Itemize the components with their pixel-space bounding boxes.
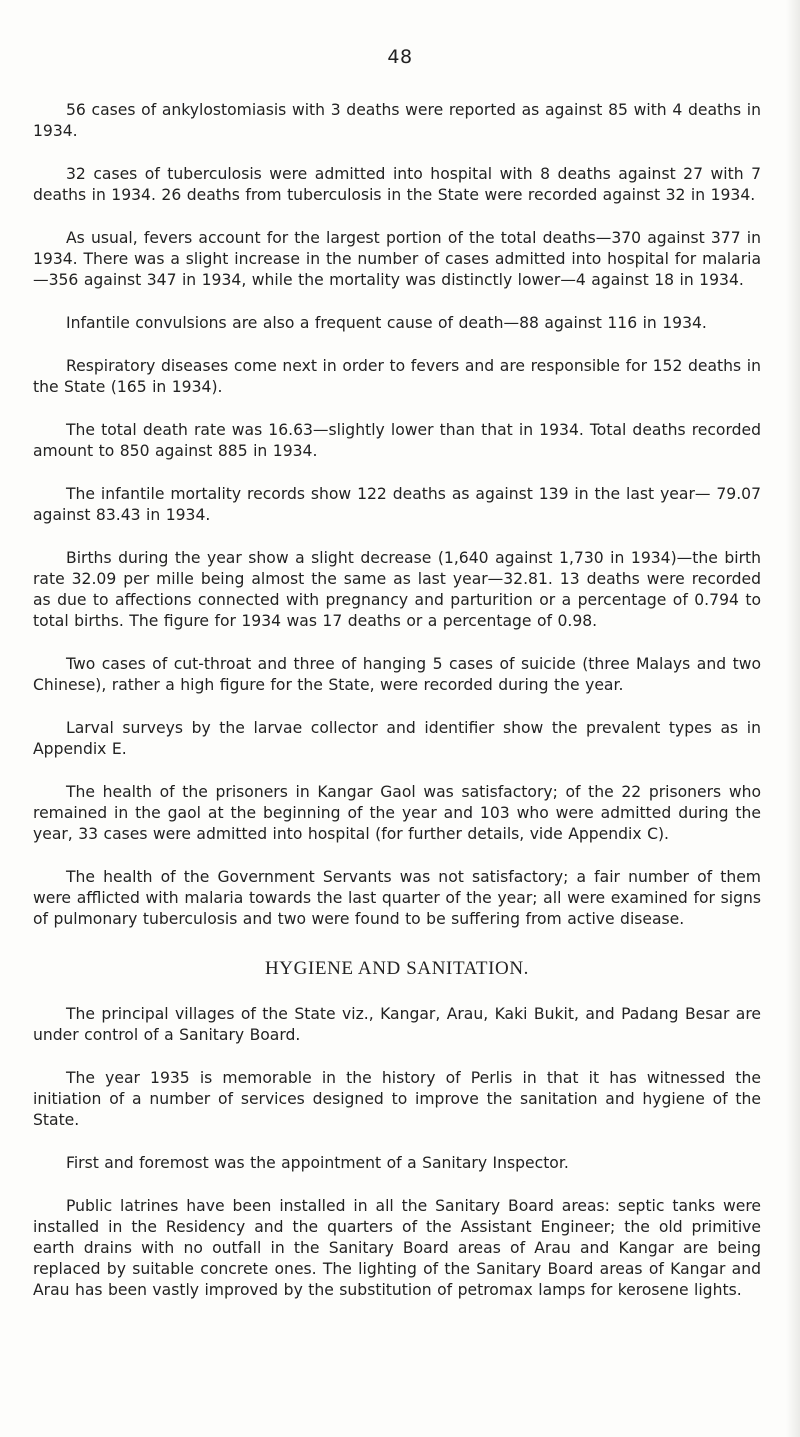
paragraph-respiratory: Respiratory diseases come next in order to fevers and are responsible for 152 deaths in the State (165 in 1934).: [33, 357, 761, 396]
page-edge-shadow: [786, 0, 800, 1437]
paragraph-infantile-convulsions: Infantile convulsions are also a frequent cause of death—88 against 116 in 1934.: [66, 314, 707, 332]
paragraph-infantile-mortality: The infantile mortality records show 122 deaths as against 139 in the last year— 79.07 against 83.43 in 1934.: [33, 485, 761, 524]
paragraph-fevers: As usual, fevers account for the largest portion of the total deaths—370 against 377 in 1934. There was a slight increase in the number of cases admitted into hospital for malaria—356 against 347 in 1934, while the mortality was distinctly lower—4 against 18 in 1934.: [33, 229, 761, 289]
paragraph-sanitary-inspector: First and foremost was the appointment of a Sanitary Inspector.: [66, 1154, 569, 1172]
paragraph-ankylostomiasis: 56 cases of ankylostomiasis with 3 deaths were reported as against 85 with 4 deaths in 1934.: [33, 101, 761, 140]
paragraph-prisoners: The health of the prisoners in Kangar Gaol was satisfactory; of the 22 prisoners who remained in the gaol at the beginning of the year and 103 who were admitted during the year, 33 cases were admitted into hospital (for further details, vide Appendix C).: [33, 783, 761, 843]
page-body: [33, 100, 761, 1323]
paragraph-births: Births during the year show a slight decrease (1,640 against 1,730 in 1934)—the birth rate 32.09 per mille being almost the same as last year—32.81. 13 deaths were recorded as due to affections connected with pregnancy and parturition or a percentage of 0.794 to total births. The figure for 1934 was 17 deaths or a percentage of 0.98.: [33, 549, 761, 630]
paragraph-suicide: Two cases of cut-throat and three of hanging 5 cases of suicide (three Malays and two Chinese), rather a high figure for the State, were recorded during the year.: [33, 655, 761, 694]
paragraph-sanitary-board: The principal villages of the State viz., Kangar, Arau, Kaki Bukit, and Padang Besar are under control of a Sanitary Board.: [33, 1005, 761, 1044]
paragraph-year-1935: The year 1935 is memorable in the history of Perlis in that it has witnessed the initiation of a number of services designed to improve the sanitation and hygiene of the State.: [33, 1069, 761, 1129]
page-number: 48: [387, 46, 413, 68]
paragraph-government-servants: The health of the Government Servants was not satisfactory; a fair number of them were afflicted with malaria towards the last quarter of the year; all were examined for signs of pulmonary tuberculosis and two were found to be suffering from active disease.: [33, 868, 761, 928]
section-heading: HYGIENE AND SANITATION.: [264, 958, 529, 979]
paragraph-tuberculosis: 32 cases of tuberculosis were admitted into hospital with 8 deaths against 27 with 7 deaths in 1934. 26 deaths from tuberculosis in the State were recorded against 32 in 1934.: [33, 165, 761, 204]
paragraph-larval-surveys: Larval surveys by the larvae collector and identifier show the prevalent types as in Appendix E.: [33, 719, 761, 758]
paragraph-death-rate: The total death rate was 16.63—slightly lower than that in 1934. Total deaths recorded amount to 850 against 885 in 1934.: [33, 421, 761, 460]
paragraph-latrines: Public latrines have been installed in all the Sanitary Board areas: septic tanks were installed in the Residency and the quarters of the Assistant Engineer; the old primitive earth drains with no outfall in the Sanitary Board areas of Arau and Kangar are being replaced by suitable concrete ones. The lighting of the Sanitary Board areas of Kangar and Arau has been vastly improved by the substitution of petromax lamps for kerosene lights.: [33, 1197, 761, 1299]
